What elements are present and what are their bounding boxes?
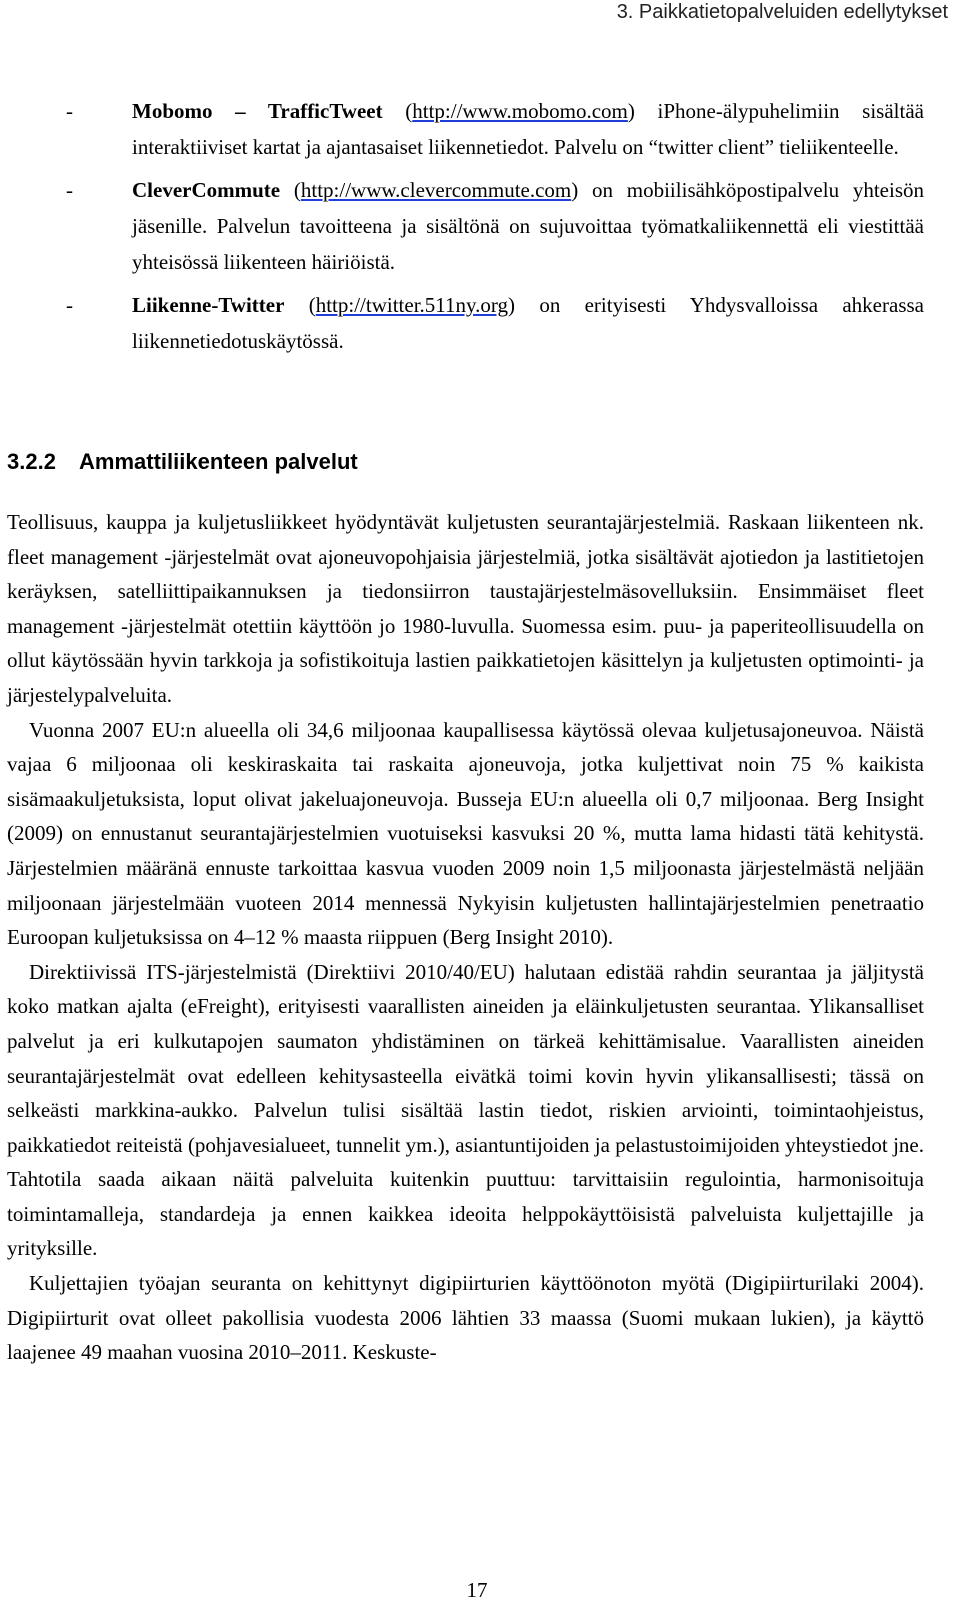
section-body — [7, 505, 924, 1370]
bullet-dash: - — [66, 293, 73, 317]
service-description: iPhone-älypuhelimiin sisältää interaktiiviset kartat ja ajantasaiset liikennetiedot. Palvelu on “twitter client” tieliikenteelle. — [132, 99, 924, 159]
service-bullet-list — [66, 93, 924, 366]
service-description: on erityisesti Yhdysvalloissa ahkerassa liikennetiedotuskäytössä. — [132, 293, 924, 353]
page-number: 17 — [466, 1578, 488, 1602]
list-item-mobomo: - Mobomo – TrafficTweet (http://www.mobomo.com) iPhone-älypuhelimiin sisältää interaktiiviset kartat ja ajantasaiset liikennetiedot. Palvelu on “twitter client” tieliikenteelle. — [66, 93, 924, 165]
service-name: Mobomo – TrafficTweet — [132, 99, 383, 123]
bullet-dash: - — [66, 99, 73, 123]
running-header: 3. Paikkatietopalveluiden edellytykset — [616, 1, 948, 23]
service-link[interactable]: http://www.clevercommute.com — [300, 178, 572, 202]
section-number: 3.2.2 — [7, 449, 56, 474]
service-link[interactable]: http://twitter.511ny.org — [315, 293, 509, 317]
list-item-clevercommute: - CleverCommute (http://www.clevercommute.com) on mobiilisähköpostipalvelu yhteisön jäsenille. Palvelun tavoitteena ja sisältönä on sujuvoittaa työmatkaliikennettä eli viestittää yhteisössä liikenteen häiriöistä. — [66, 172, 924, 280]
service-description: on mobiilisähköpostipalvelu yhteisön jäsenille. Palvelun tavoitteena ja sisältönä on sujuvoittaa työmatkaliikennettä eli viestittää yhteisössä liikenteen häiriöistä. — [132, 178, 924, 274]
bullet-dash: - — [66, 178, 73, 202]
paragraph: Direktiivissä ITS-järjestelmistä (Direktiivi 2010/40/EU) halutaan edistää rahdin seurantaa ja jäljitystä koko matkan ajalta (eFreight), erityisesti vaarallisten aineiden ja eläinkuljetusten seurantaa. Ylikansalliset palvelut ja eri kulkutapojen saumaton yhdistäminen on tärkeä kehittämisalue. Vaarallisten aineiden seurantajärjestelmät ovat edelleen kehitysasteella eivätkä toimi kovin hyvin ylikansallisesti; tässä on selkeästi markkina-aukko. Palvelun tulisi sisältää lastin tiedot, riskien arviointi, toimintaohjeistus, paikkatiedot reiteistä (pohjavesialueet, tunnelit ym.), asiantuntijoiden ja pelastustoimijoiden yhteystiedot jne. Tahtotila saada aikaan näitä palveluita kuitenkin puuttuu: tarvittaisiin regulointia, harmonisoituja toimintamalleja, standardeja ja ennen kaikkea ideoita helppokäyttöisistä palveluista kuljettajille ja yrityksille. — [7, 959, 924, 1261]
service-link[interactable]: http://www.mobomo.com — [412, 99, 628, 123]
section-heading — [7, 444, 358, 480]
section-title: Ammattiliikenteen palvelut — [79, 449, 358, 474]
list-item-liikenne-twitter: - Liikenne-Twitter (http://twitter.511ny.org) on erityisesti Yhdysvalloissa ahkerassa liikennetiedotuskäytössä. — [66, 287, 924, 359]
paragraph: Kuljettajien työajan seuranta on kehittynyt digipiirturien käyttöönoton myötä (Digipiirturilaki 2004). Digipiirturit ovat olleet pakollisia vuodesta 2006 lähtien 33 maassa (Suomi mukaan lukien), ja käyttö laajenee 49 maahan vuosina 2010–2011. Keskuste- — [7, 1271, 924, 1365]
paragraph: Teollisuus, kauppa ja kuljetusliikkeet hyödyntävät kuljetusten seurantajärjestelmiä. Raskaan liikenteen nk. fleet management -järjestelmät ovat ajoneuvopohjaisia järjestelmiä, jotka sisältävät ajotiedon ja lastitietojen keräyksen, satelliittipaikannuksen ja tiedonsiirron taustajärjestelmäsovelluksiin. Ensimmäiset fleet management -järjestelmät otettiin käyttöön jo 1980-luvulla. Suomessa esim. puu- ja paperiteollisuudella on ollut käytössään hyvin tarkkoja ja sofistikoituja lastien paikkatietojen käsittelyn ja kuljetusten optimointi- ja järjestelypalveluita. — [7, 510, 924, 707]
paragraph: Vuonna 2007 EU:n alueella oli 34,6 miljoonaa kaupallisessa käytössä olevaa kuljetusajoneuvoa. Näistä vajaa 6 miljoonaa oli keskiraskaita tai raskaita ajoneuvoja, jotka kuljettivat noin 75 % kaikista sisämaakuljetuksista, loput olivat jakeluajoneuvoja. Busseja EU:n alueella oli 0,7 miljoonaa. Berg Insight (2009) on ennustanut seurantajärjestelmien vuotuiseksi kasvuksi 20 %, mutta lama hidasti tätä kehitystä. Järjestelmien määränä ennuste tarkoittaa kasvua vuoden 2009 noin 1,5 miljoonasta järjestelmästä neljään miljoonaan järjestelmään vuoteen 2014 mennessä Nykyisin kuljetusten hallintajärjestelmien penetraatio Euroopan kuljetuksissa on 4–12 % maasta riippuen (Berg Insight 2010). — [7, 717, 924, 950]
service-name: CleverCommute — [132, 178, 281, 202]
service-name: Liikenne-Twitter — [132, 293, 285, 317]
